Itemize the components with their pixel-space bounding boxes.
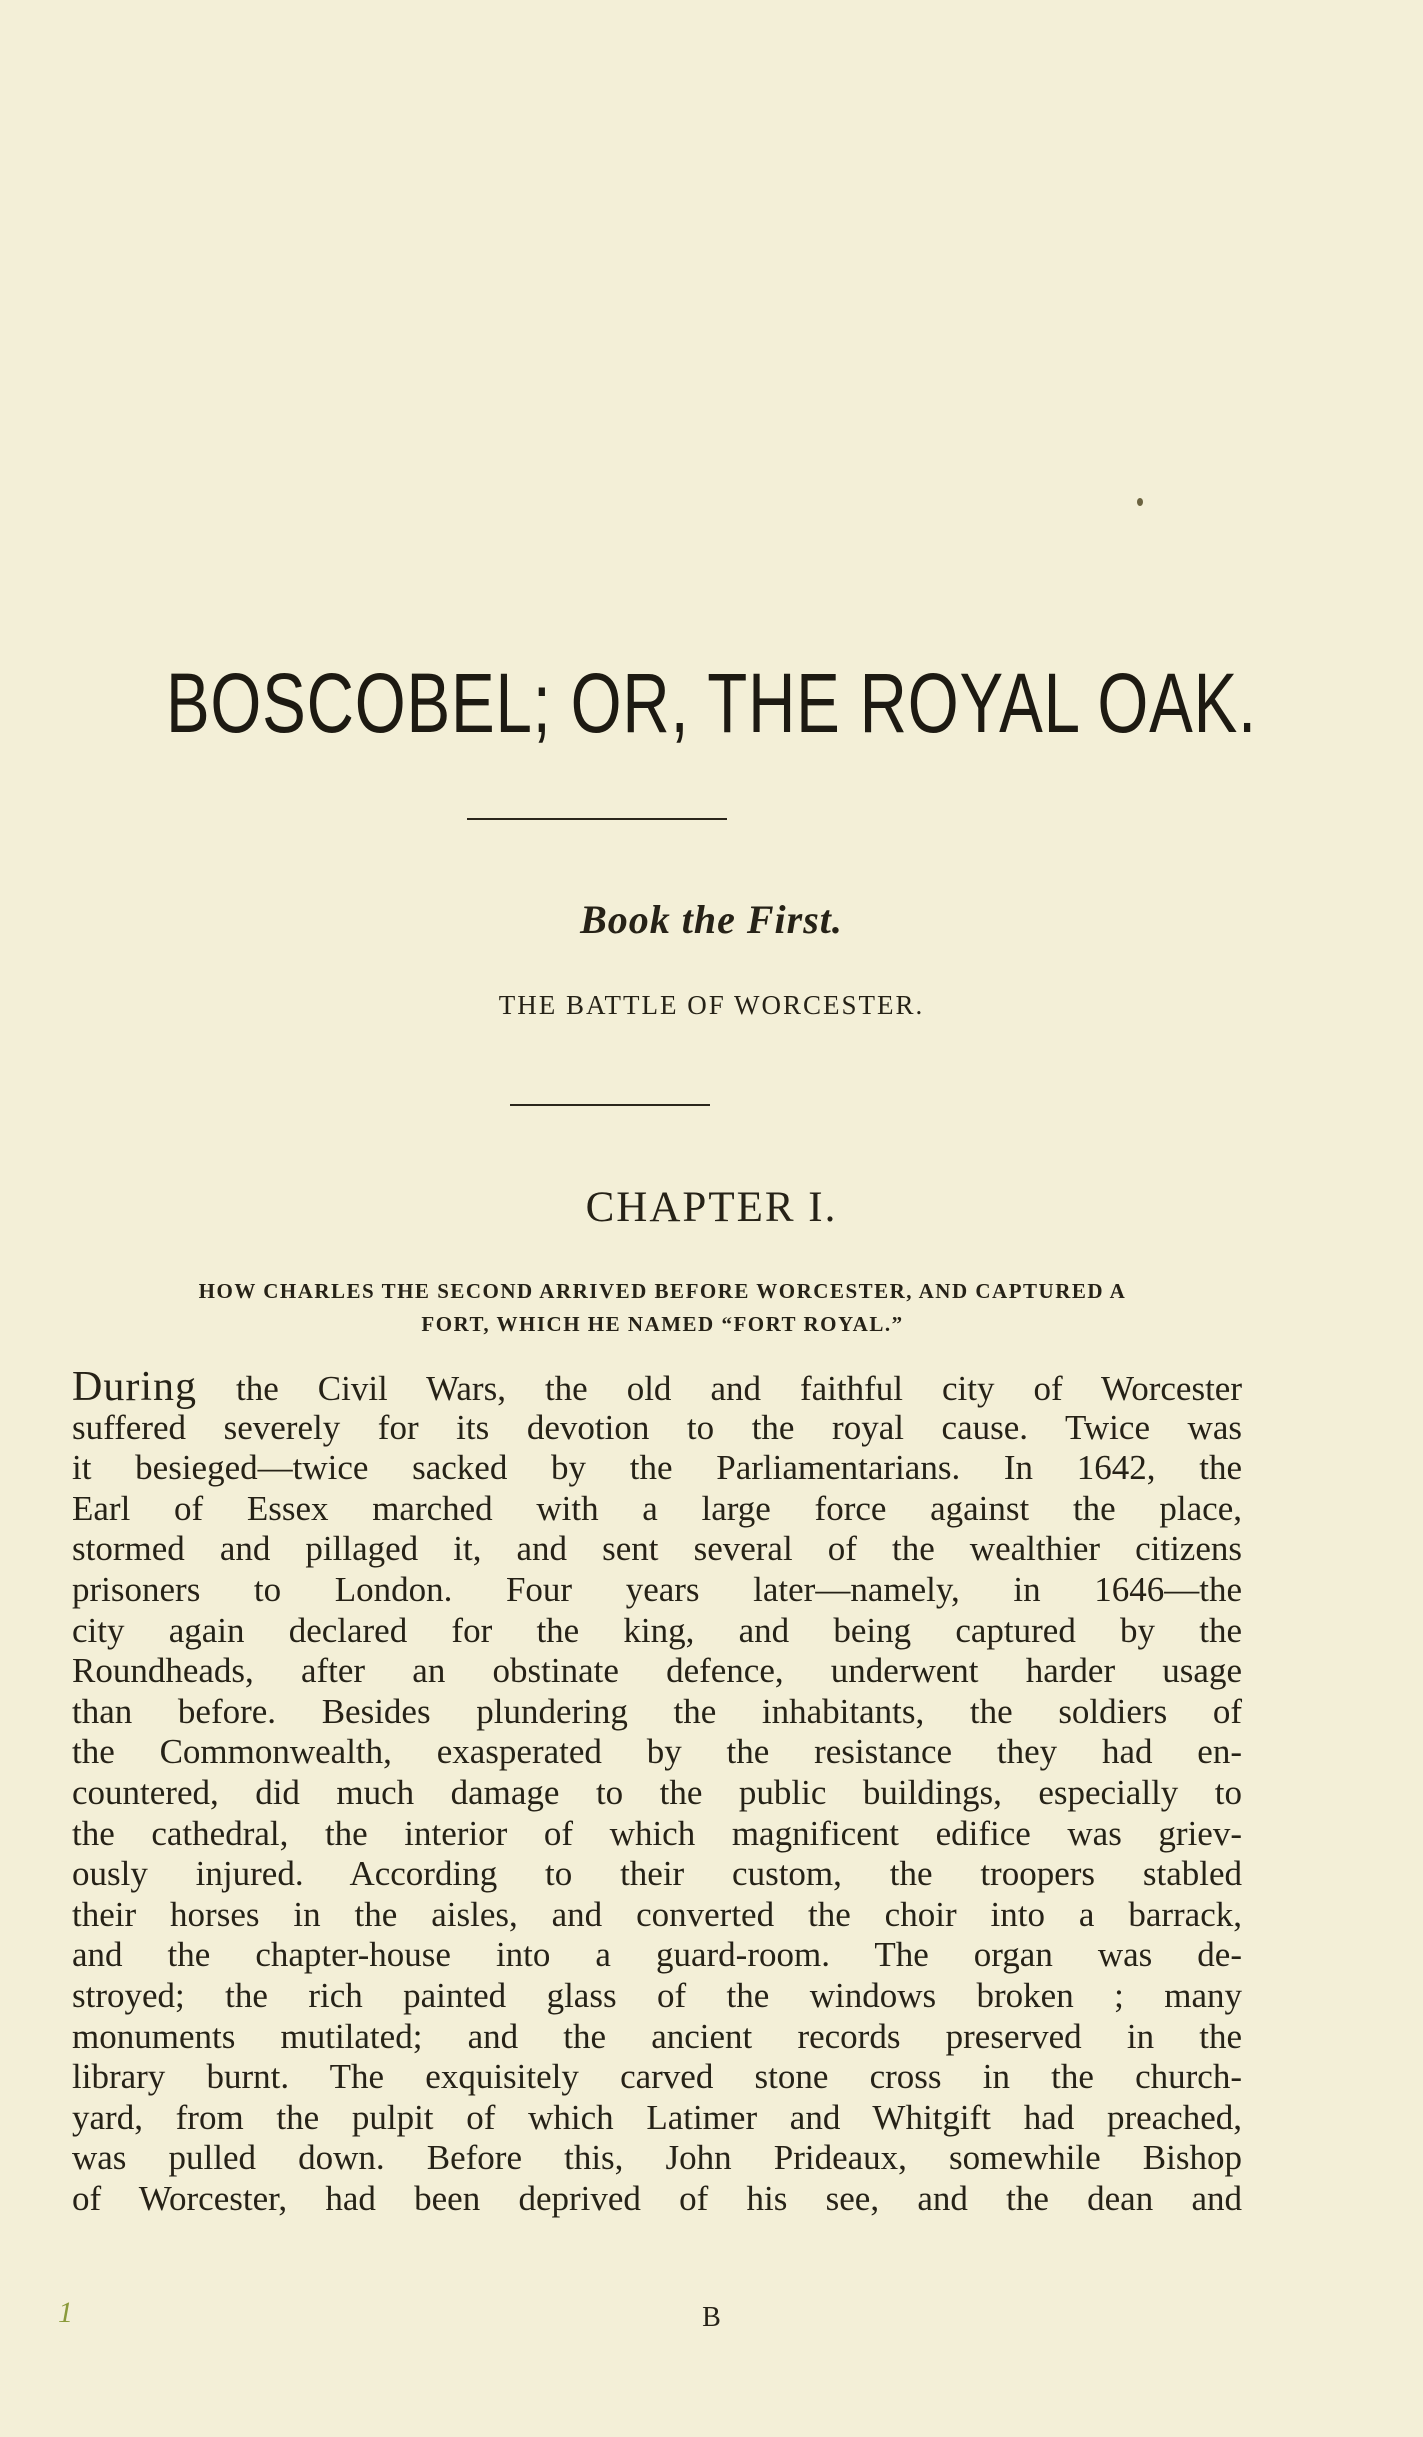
text-line: stroyed; the rich painted glass of the windows broken ; many [72, 1975, 1242, 2015]
chapter-heading-line: HOW CHARLES THE SECOND ARRIVED BEFORE WORCESTER, AND CAPTURED A [198, 1279, 1127, 1303]
text-line: yard, from the pulpit of which Latimer and Whitgift had preached, [72, 2097, 1242, 2137]
text-line: monuments mutilated; and the ancient records preserved in the [72, 2016, 1242, 2056]
signature-mark: B [702, 2302, 721, 2333]
text-line: it besieged—twice sacked by the Parliamentarians. In 1642, the [72, 1448, 1242, 1488]
text-line: prisoners to London. Four years later—namely, in 1646—the [72, 1569, 1242, 1609]
book-subtitle: THE BATTLE OF WORCESTER. [498, 990, 925, 1020]
chapter-title: CHAPTER I. [585, 1184, 838, 1231]
text-line: than before. Besides plundering the inhabitants, the soldiers of [72, 1691, 1242, 1731]
margin-pencil-mark: 1 [58, 2296, 73, 2329]
section-rule [510, 1104, 710, 1106]
text-line: suffered severely for its devotion to the royal cause. Twice was [72, 1407, 1242, 1447]
drop-cap-word: During [72, 1364, 197, 1410]
text-line: their horses in the aisles, and converted the choir into a barrack, [72, 1894, 1242, 1934]
body-paragraph [72, 1364, 1242, 2219]
chapter-heading [100, 1275, 1225, 1341]
text-line: Earl of Essex marched with a large force against the place, [72, 1488, 1242, 1528]
text-line: During the Civil Wars, the old and faithful city of Worcester [72, 1364, 1242, 1410]
text-line: and the chapter-house into a guard-room. The organ was de- [72, 1935, 1242, 1975]
text-line: was pulled down. Before this, John Prideaux, somewhile Bishop [72, 2138, 1242, 2178]
text-line: ously injured. According to their custom, the troopers stabled [72, 1854, 1242, 1894]
text-line: the cathedral, the interior of which magnificent edifice was griev- [72, 1813, 1242, 1853]
text-line: the Commonwealth, exasperated by the resistance they had en- [72, 1732, 1242, 1772]
text-line: countered, did much damage to the public buildings, especially to [72, 1772, 1242, 1812]
ink-speck [1137, 498, 1143, 506]
text-line: library burnt. The exquisitely carved stone cross in the church- [72, 2057, 1242, 2097]
text-line: city again declared for the king, and being captured by the [72, 1610, 1242, 1650]
text-line: Roundheads, after an obstinate defence, underwent harder usage [72, 1651, 1242, 1691]
text-line: of Worcester, had been deprived of his see, and the dean and [72, 2178, 1242, 2218]
book-label: Book the First. [580, 897, 843, 942]
text-line: stormed and pillaged it, and sent several of the wealthier citizens [72, 1529, 1242, 1569]
book-title: BOSCOBEL; OR, THE ROYAL OAK. [165, 656, 1258, 750]
chapter-heading-line: FORT, WHICH HE NAMED “FORT ROYAL.” [421, 1312, 904, 1336]
title-rule [467, 818, 727, 820]
